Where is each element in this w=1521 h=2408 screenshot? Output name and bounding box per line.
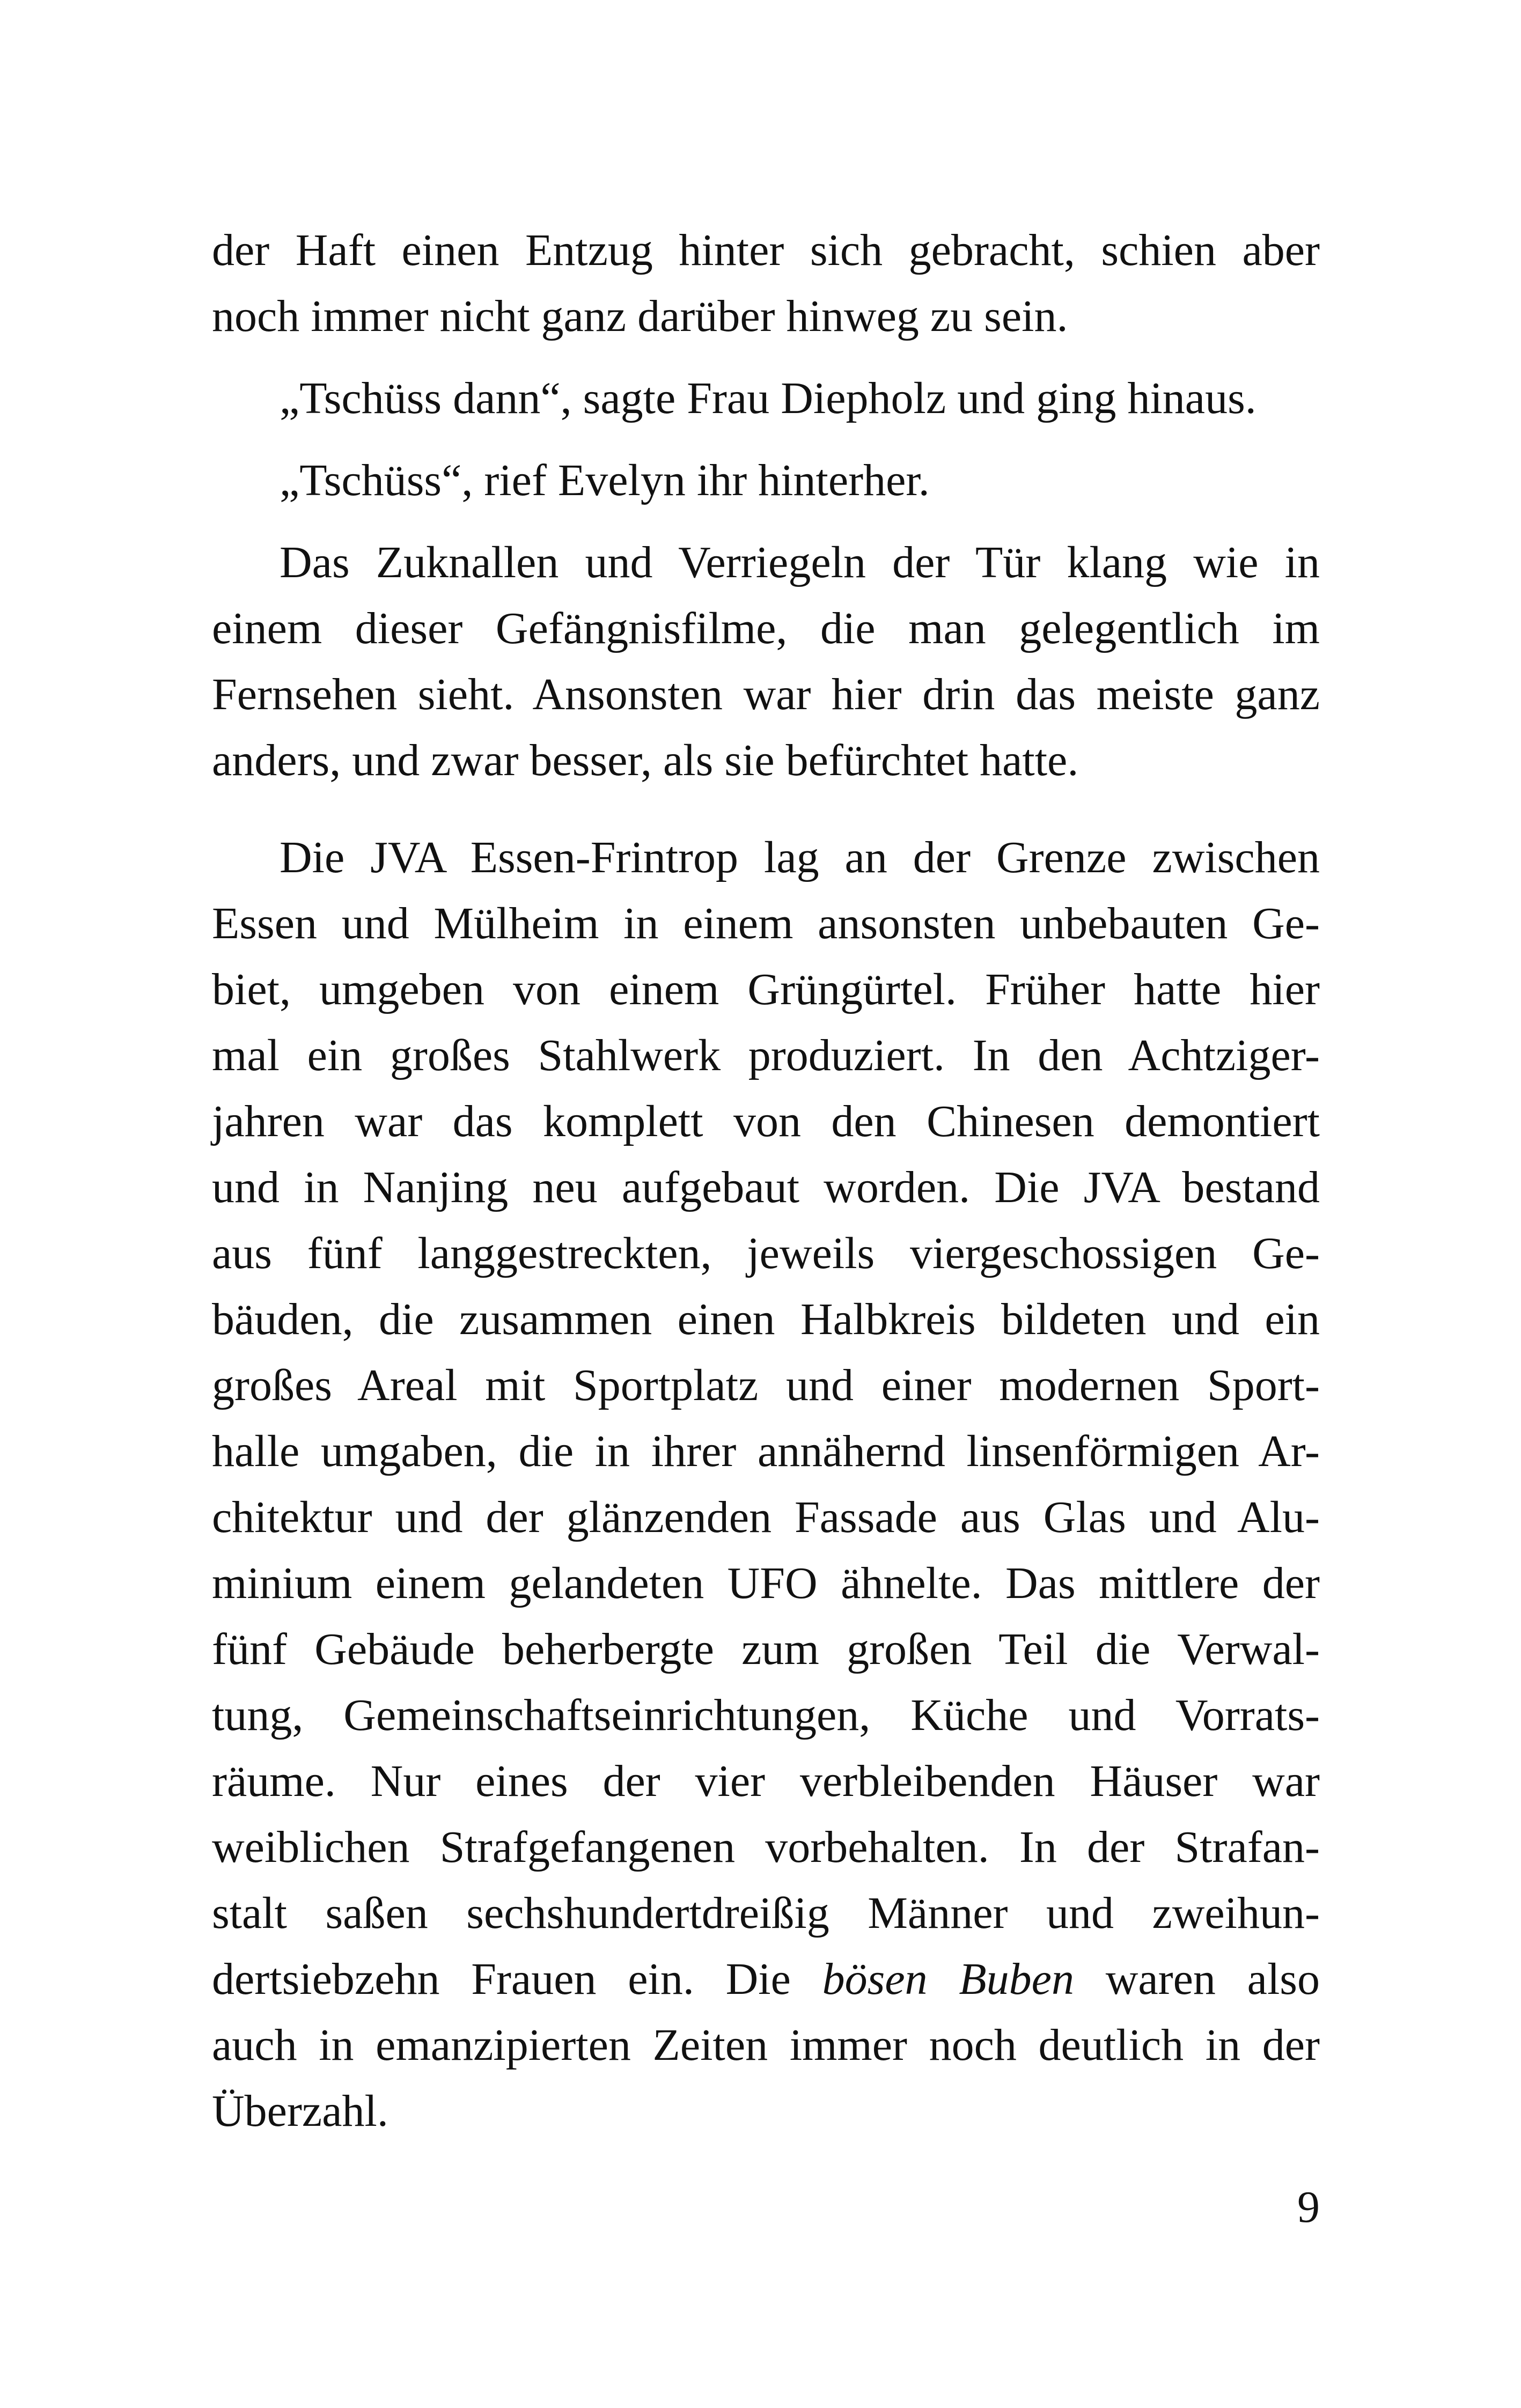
paragraph-gap (212, 349, 1320, 365)
paragraph-gap (212, 513, 1320, 529)
text-line: „Tschüss“, rief Evelyn ihr hinterher. (280, 455, 930, 505)
text-line: stalt saßen sechshundertdreißig Männer und zweihun- (212, 1888, 1320, 1938)
text-line: großes Areal mit Sportplatz und einer modernen Sport- (212, 1360, 1320, 1410)
text-line: einem dieser Gefängnisfilme, die man gelegentlich im (212, 603, 1320, 653)
text-line: „Tschüss dann“, sagte Frau Diepholz und ging hinaus. (280, 373, 1257, 423)
text-line: halle umgaben, die in ihrer annähernd linsenförmigen Ar- (212, 1426, 1320, 1476)
text-line: Das Zuknallen und Verriegeln der Tür klang wie in (280, 537, 1320, 587)
text-line: chitektur und der glänzenden Fassade aus Glas und Alu- (212, 1492, 1320, 1542)
body-text (212, 217, 1320, 2144)
text-line: Essen und Mülheim in einem ansonsten unbebauten Ge- (212, 899, 1320, 948)
text-line: räume. Nur eines der vier verbleibenden Häuser war (212, 1756, 1320, 1806)
text-line: minium einem gelandeten UFO ähnelte. Das mittlere der (212, 1558, 1320, 1608)
text-line: fünf Gebäude beherbergte zum großen Teil die Verwal- (212, 1624, 1320, 1674)
text-segment: waren also (1074, 1954, 1320, 2004)
text-line: biet, umgeben von einem Grüngürtel. Früher hatte hier (212, 964, 1320, 1014)
text-line: und in Nanjing neu aufgebaut worden. Die JVA bestand (212, 1162, 1320, 1212)
text-line: Die JVA Essen-Frintrop lag an der Grenze zwischen (280, 833, 1320, 882)
text-line: anders, und zwar besser, als sie befürchtet hatte. (212, 735, 1079, 785)
text-line: mal ein großes Stahlwerk produziert. In den Achtziger- (212, 1030, 1320, 1080)
text-line: tung, Gemeinschaftseinrichtungen, Küche und Vorrats- (212, 1690, 1320, 1740)
paragraph-gap (212, 793, 1320, 824)
page-number: 9 (1297, 2182, 1320, 2232)
text-line: Fernsehen sieht. Ansonsten war hier drin das meiste ganz (212, 669, 1320, 719)
text-line: auch in emanzipierten Zeiten immer noch deutlich in der (212, 2020, 1320, 2070)
text-line: der Haft einen Entzug hinter sich gebracht, schien aber (212, 225, 1320, 275)
text-line: aus fünf langgestreckten, jeweils viergeschossigen Ge- (212, 1228, 1320, 1278)
text-segment: dertsiebzehn Frauen ein. Die (212, 1954, 822, 2004)
text-line: bäuden, die zusammen einen Halbkreis bildeten und ein (212, 1294, 1320, 1344)
text-line: weiblichen Strafgefangenen vorbehalten. In der Strafan- (212, 1822, 1320, 1872)
emphasis-text: bösen Buben (822, 1954, 1074, 2004)
text-line-with-emphasis (212, 1946, 1320, 2012)
text-line: Überzahl. (212, 2086, 388, 2136)
text-line: noch immer nicht ganz darüber hinweg zu sein. (212, 291, 1068, 341)
paragraph-gap (212, 431, 1320, 447)
text-line: jahren war das komplett von den Chinesen demontiert (212, 1096, 1320, 1146)
